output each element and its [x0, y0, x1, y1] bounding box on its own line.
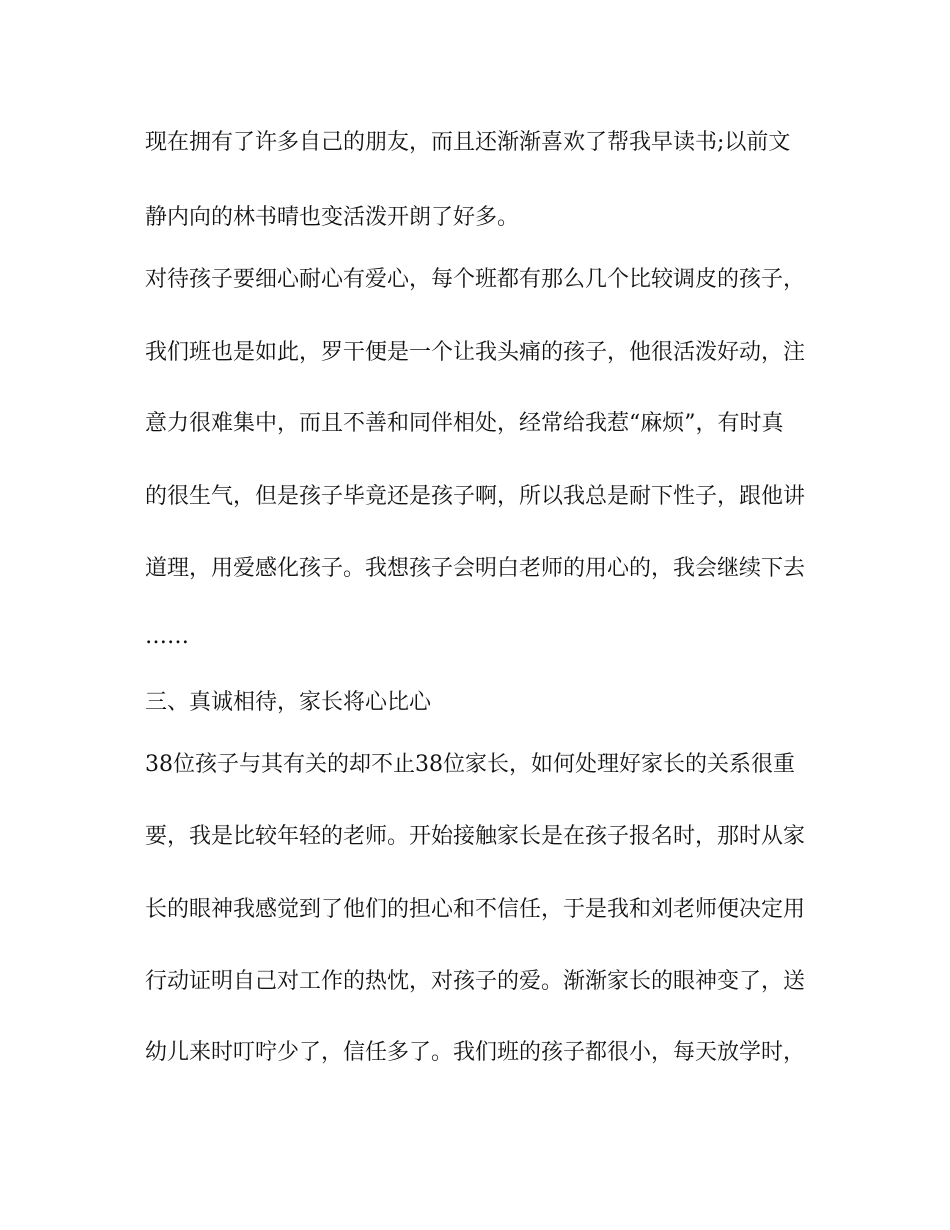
text-line: 对待孩子要细心耐心有爱心，每个班都有那么几个比较调皮的孩子，: [145, 267, 806, 292]
text-line: 现在拥有了许多自己的朋友，而且还渐渐喜欢了帮我早读书;以前文: [145, 130, 791, 155]
text-line: 意力很难集中，而且不善和同伴相处，经常给我惹“麻烦”，有时真: [145, 411, 784, 436]
text-line: 长的眼神我感觉到了他们的担心和不信任，于是我和刘老师便决定用: [145, 897, 806, 922]
text-line: 我们班也是如此，罗干便是一个让我头痛的孩子，他很活泼好动，注: [145, 340, 806, 365]
text-line: 道理，用爱感化孩子。我想孩子会明白老师的用心的，我会继续下去: [145, 556, 806, 581]
section-heading: 三、真诚相待，家长将心比心: [145, 690, 432, 715]
text-line: 行动证明自己对工作的热忱，对孩子的爱。渐渐家长的眼神变了，送: [145, 969, 806, 994]
text-line: 静内向的林书晴也变活泼开朗了好多。: [145, 205, 520, 230]
text-line: 要，我是比较年轻的老师。开始接触家长是在孩子报名时，那时从家: [145, 824, 806, 849]
ellipsis-line: ……: [145, 624, 189, 649]
text-line: 的很生气，但是孩子毕竟还是孩子啊，所以我总是耐下性子，跟他讲: [145, 484, 806, 509]
text-line: 38位孩子与其有关的却不止38位家长，如何处理好家长的关系很重: [145, 752, 795, 777]
text-line: 幼儿来时叮咛少了，信任多了。我们班的孩子都很小，每天放学时，: [145, 1040, 806, 1065]
